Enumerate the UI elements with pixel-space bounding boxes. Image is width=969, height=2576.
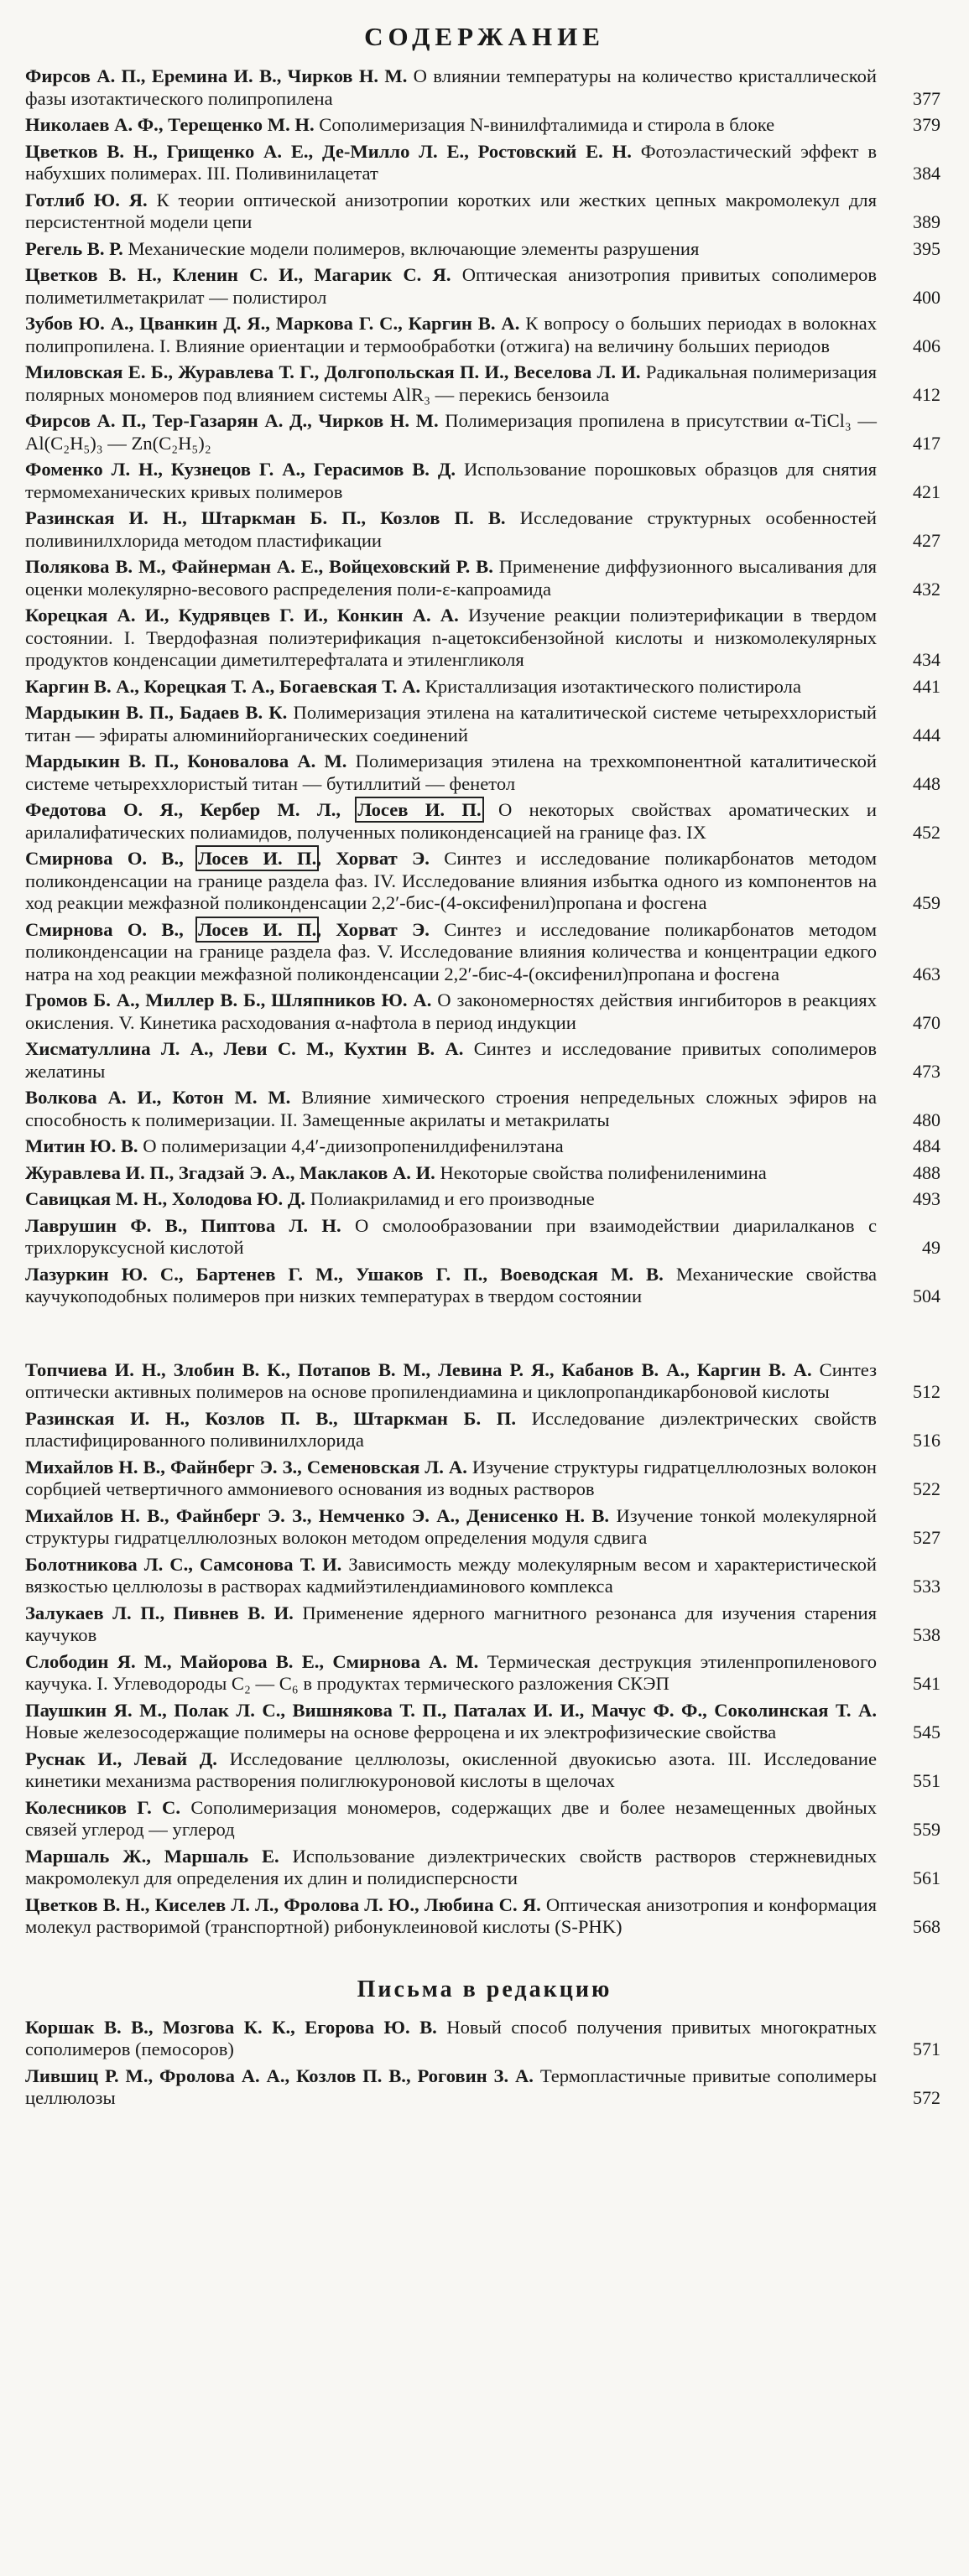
contents-entry[interactable] [25, 361, 944, 406]
letters-list [25, 2017, 944, 2114]
entry-page-number: 470 [913, 1011, 940, 1033]
entry-authors: Полякова В. М., Файнерман А. Е., Войцеховский Р. В. [25, 556, 493, 577]
entry-page-number: 412 [913, 383, 940, 405]
entry-page-number: 395 [913, 237, 940, 259]
entry-title: Новый способ получения привитых многокрaтных сополимеров (пемосоров) [25, 2016, 877, 2059]
entry-page-number: 444 [913, 724, 940, 745]
entry-page-number: 551 [913, 1770, 940, 1791]
entry-title: О закономерностях действия ингибиторов в реакциях окисления. V. Кинетика расходования α-нафтола в период индукции [25, 989, 877, 1033]
contents-entry[interactable] [25, 919, 944, 986]
entry-authors: Цветков В. Н., Киселев Л. Л., Фролова Л. Ю., Любина С. Я. [25, 1893, 541, 1915]
entry-title: Синтез и исследование поликарбонатов методом поликонденсации на границе раздела фаз. IV. Исследование влияния избытка одного из компонентов на ход реакции межфазной поликонденсации 2,2′-бис-(4-оксифенил)пропана и фосгена [25, 848, 877, 913]
entry-title: Синтез и исследование привитых сополимеров желатины [25, 1038, 877, 1082]
entry-page-number: 527 [913, 1527, 940, 1548]
entry-page-number: 384 [913, 163, 940, 184]
entry-title: Использование диэлектрических свойств растворов стержневидных макромолекул для определения их длин и полидисперсности [25, 1845, 877, 1888]
entry-page-number: 379 [913, 114, 940, 135]
entry-authors: Топчиева И. Н., Злобин В. К., Потапов В. М., Левина Р. Я., Кабанов В. А., Каргин В. А. [25, 1358, 812, 1380]
entry-title: Зависимость между молекулярным весом и характеристической вязкостью целлюлозы в растворах кадмийэтилендиаминового комплекса [25, 1553, 877, 1597]
contents-entry[interactable] [25, 1602, 944, 1647]
entry-page-number: 568 [913, 1916, 940, 1937]
entry-title: Некоторые свойства полифениленимина [440, 1161, 767, 1183]
entry-authors: Разинская И. Н., Козлов П. В., Штаркман Б. П. [25, 1407, 516, 1429]
entry-title: Термопластичные привитые сополимеры целлюлозы [25, 2064, 878, 2108]
contents-entry[interactable] [25, 750, 944, 795]
contents-entry[interactable] [25, 1797, 944, 1841]
entry-authors: Митин Ю. В. [25, 1135, 138, 1156]
entry-title: Оптическая анизотропия и конформация молекул растворимой (транспортной) рибонуклеиновой кислоты (S-PHK) [25, 1893, 877, 1937]
entry-authors: Каргин В. А., Корецкая Т. А., Богаевская Т. А. [25, 675, 421, 697]
entry-title: Полимеризация пропилена в присутствии α-TiCl₃ — Al(C₂H₅)₃ — Zn(C₂H₅)₂ [25, 410, 877, 454]
entry-authors: Болотникова Л. С., Самсонова Т. И. [25, 1553, 342, 1575]
entry-authors: Федотова О. Я., Кербер М. Л., [25, 799, 341, 820]
contents-entry[interactable] [25, 1505, 944, 1550]
section-gap [25, 1312, 944, 1359]
entry-authors: Маршаль Ж., Маршаль Е. [25, 1845, 279, 1867]
entry-title: О смолообразовании при взаимодействии диарилалканов с трихлоруксусной кислотой [25, 1214, 877, 1258]
entry-authors: Цветков В. Н., Кленин С. И., Магарик С. Я. [25, 264, 451, 285]
entry-page-number: 522 [913, 1478, 940, 1499]
contents-entry[interactable] [25, 264, 944, 309]
entry-title: Сополимеризация N-винилфталимида и стирола в блоке [319, 114, 775, 135]
entry-page-number: 559 [913, 1819, 940, 1840]
entry-title: Новые железосодержащие полимеры на основе ферроцена и их электрофизические свойства [25, 1722, 777, 1742]
entry-authors: Готлиб Ю. Я. [25, 189, 148, 210]
entry-page-number: 434 [913, 649, 940, 670]
entry-title: Сополимеризация мономеров, содержащих две и более незамещенных двойных связей углерод — углерод [25, 1796, 877, 1840]
entry-authors-cont: , Хорват Э. [316, 848, 430, 869]
entry-authors: Слободин Я. М., Майорова В. Е., Смирнова А. М. [25, 1650, 479, 1672]
entry-title: Механические свойства каучукоподобных полимеров при низких температурах в твердом состоянии [25, 1263, 877, 1306]
entry-authors: Корецкая А. И., Кудрявцев Г. И., Конкин А. А. [25, 605, 459, 626]
contents-entry[interactable] [25, 1651, 944, 1696]
entry-title: Исследование диэлектрических свойств пластифицированного поливинилхлорида [25, 1407, 877, 1451]
entry-authors: Николаев А. Ф., Терещенко М. Н. [25, 114, 315, 135]
entry-page-number: 561 [913, 1867, 940, 1888]
entry-page-number: 389 [913, 211, 940, 232]
entry-page-number: 432 [913, 578, 940, 600]
contents-entry[interactable] [25, 459, 944, 503]
contents-entry[interactable] [25, 1894, 944, 1939]
entry-authors: Фоменко Л. Н., Кузнецов Г. А., Герасимов В. Д. [25, 459, 456, 480]
entry-title: Кристаллизация изотактического полистирола [425, 675, 801, 697]
entry-title: Синтез оптически активных полимеров на основе пропилендиамина и циклопропандикарбоновой кислоты [25, 1358, 877, 1402]
entry-authors: Фирсов А. П., Тер-Газарян А. Д., Чирков Н. М. [25, 410, 439, 431]
entry-authors: Фирсов А. П., Еремина И. В., Чирков Н. М. [25, 65, 408, 86]
entry-title: К вопросу о больших периодах в волокнах полипропилена. I. Влияние ориентации и термообработки (отжига) на величину больших периодов [25, 313, 877, 356]
entry-title: Исследование структурных особенностей поливинилхлорида методом пластификации [25, 507, 877, 551]
entry-authors: Журавлева И. П., Згадзай Э. А., Маклаков А. И. [25, 1161, 435, 1183]
entry-title: Механические модели полимеров, включающие элементы разрушения [128, 237, 700, 259]
entry-page-number: 571 [913, 2038, 940, 2059]
entry-title: Применение ядерного магнитного резонанса для изучения старения каучуков [25, 1602, 877, 1645]
entry-page-number: 545 [913, 1722, 940, 1742]
contents-entry[interactable] [25, 114, 944, 137]
entry-title: Изучение структуры гидратцеллюлозных волокон сорбцией четвертичного аммониевого основания из водных растворов [25, 1456, 877, 1499]
entry-page-number: 406 [913, 335, 940, 356]
contents-entry[interactable] [25, 1554, 944, 1598]
entry-title: Полиакриламид и его производные [310, 1188, 595, 1209]
entry-page-number: 516 [913, 1430, 940, 1451]
entry-authors: Смирнова О. В., [25, 848, 184, 869]
entry-authors: Громов Б. А., Миллер В. Б., Шляпников Ю. А. [25, 989, 432, 1010]
entry-authors: Паушкин Я. М., Полак Л. С., Вишнякова Т. П., Паталах И. И., Мачус Ф. Ф., Соколинская Т. А. [25, 1699, 877, 1721]
entry-boxed-author: Лосев И. П. [357, 799, 482, 820]
entry-title: Изучение тонкой молекулярной структуры гидратцеллюлозных волокон методом определения модуля сдвига [25, 1504, 877, 1548]
contents-entry[interactable] [25, 676, 944, 699]
entry-page-number: 473 [913, 1060, 940, 1082]
contents-entry[interactable] [25, 2017, 944, 2061]
contents-entry[interactable] [25, 1457, 944, 1501]
entry-title: Оптическая анизотропия привитых сополимеров полиметилметакрилат — полистирол [25, 264, 877, 308]
contents-entry[interactable] [25, 1264, 944, 1308]
contents-entry[interactable] [25, 1215, 944, 1259]
entry-authors: Руснак И., Левай Д. [25, 1748, 217, 1769]
contents-entry[interactable] [25, 313, 944, 357]
entry-page-number: 448 [913, 772, 940, 794]
contents-entry[interactable] [25, 2065, 944, 2110]
contents-entry[interactable] [25, 1087, 944, 1131]
entry-authors: Разинская И. Н., Штаркман Б. П., Козлов П. В. [25, 507, 506, 528]
contents-entry[interactable] [25, 605, 944, 672]
entry-authors: Колесников Г. С. [25, 1796, 181, 1818]
entry-boxed-author: Лосев И. П. [198, 848, 317, 869]
entry-page-number: 541 [913, 1673, 940, 1694]
entry-page-number: 572 [913, 2087, 940, 2108]
contents-entry[interactable] [25, 65, 944, 110]
entry-title: Использование порошковых образцов для снятия термомеханических кривых полимеров [25, 459, 877, 502]
entry-page-number: 427 [913, 529, 940, 551]
entry-authors: Миловская Е. Б., Журавлева Т. Г., Долгопольская П. И., Веселова Л. И. [25, 361, 641, 382]
contents-entry[interactable] [25, 1038, 944, 1083]
entry-page-number: 504 [913, 1285, 940, 1306]
entry-authors: Залукаев Л. П., Пивнев В. И. [25, 1602, 294, 1623]
contents-entry[interactable] [25, 1748, 944, 1793]
entry-authors: Цветков В. Н., Грищенко А. Е., Де-Милло Л. Е., Ростовский Е. Н. [25, 140, 632, 162]
entry-authors: Лившиц Р. М., Фролова А. А., Козлов П. В., Роговин З. А. [25, 2064, 534, 2086]
contents-entry[interactable] [25, 702, 944, 746]
entry-page-number: 452 [913, 821, 940, 843]
entry-authors: Мардыкин В. П., Коновалова А. М. [25, 750, 347, 771]
entry-title: Фотоэластический эффект в набухших полимерах. III. Поливинилацетат [25, 140, 877, 184]
contents-entry[interactable] [25, 1162, 944, 1185]
entry-page-number: 484 [913, 1135, 940, 1156]
entry-page-number: 377 [913, 87, 940, 109]
entry-title: Влияние химического строения непредельных сложных эфиров на способность к полимеризации. II. Замещенные акрилаты и метакрилаты [25, 1087, 878, 1130]
contents-heading: СОДЕРЖАНИЕ [364, 22, 605, 51]
entry-authors: Савицкая М. Н., Холодова Ю. Д. [25, 1188, 306, 1209]
contents-entry[interactable] [25, 141, 944, 185]
contents-entry[interactable] [25, 1700, 944, 1744]
entry-authors: Хисматуллина Л. А., Леви С. М., Кухтин В. А. [25, 1038, 464, 1059]
entry-authors: Смирнова О. В., [25, 918, 184, 940]
entry-page-number: 417 [913, 432, 940, 454]
entry-title: О некоторых свойствах ароматических и арилалифатических полиамидов, полученных поликонденсацией на границе фаз. IX [25, 799, 877, 843]
contents-entry[interactable] [25, 556, 944, 600]
contents-entry[interactable] [25, 848, 944, 915]
contents-entry[interactable] [25, 989, 944, 1034]
contents-entry[interactable] [25, 1188, 944, 1211]
entry-page-number: 488 [913, 1161, 940, 1183]
contents-entry[interactable] [25, 410, 944, 454]
contents-entry[interactable] [25, 507, 944, 552]
entry-page-number: 400 [913, 286, 940, 308]
entry-authors: Мардыкин В. П., Бадаев В. К. [25, 702, 288, 723]
entry-authors-cont: , Хорват Э. [316, 918, 430, 940]
contents-entry[interactable] [25, 1135, 944, 1158]
entry-authors: Михайлов Н. В., Файнберг Э. З., Немченко Э. А., Денисенко Н. В. [25, 1504, 610, 1526]
entry-title: Термическая деструкция этиленпропиленового каучука. I. Углеводороды C₂ — C₆ в продуктах термического разложения СКЭП [25, 1650, 877, 1694]
entry-title: Полимеризация этилена на трехкомпонентной каталитической системе четыреххлористый титан — бутиллитий — фенетол [25, 750, 877, 794]
entry-page-number: 421 [913, 480, 940, 502]
entry-page-number: 480 [913, 1109, 940, 1130]
contents-list-2 [25, 1359, 944, 1943]
entry-title: К теории оптической анизотропии коротких или жестких цепных макромолекул для персистентной модели цепи [25, 189, 877, 232]
entry-page-number: 538 [913, 1624, 940, 1645]
entry-page-number: 533 [913, 1576, 940, 1597]
entry-title: Полимеризация этилена на каталитической системе четыреххлористый титан — эфираты алюминийорганических соединений [25, 702, 877, 745]
entry-page-number: 493 [913, 1188, 940, 1209]
entry-title: О влиянии температуры на количество кристаллической фазы изотактического полипропилена [25, 65, 877, 109]
entry-title: О полимеризации 4,4′-диизопропенилдифенилэтана [143, 1135, 564, 1156]
entry-title: Изучение реакции полиэтерификации в твердом состоянии. I. Твердофазная полиэтерификация n-ацетоксибензойной кислоты и низкомолекулярных продуктов конденсации диметилтерефталата и этиленгликоля [25, 605, 878, 670]
entry-authors: Регель В. Р. [25, 237, 123, 259]
contents-entry[interactable] [25, 1408, 944, 1452]
entry-page-number: 512 [913, 1381, 940, 1402]
entry-boxed-author: Лосев И. П. [198, 918, 317, 940]
entry-title: Исследование целлюлозы, окисленной двуокисью азота. III. Исследование кинетики механизма растворения полиглюкуроновой кислоты в щелочах [25, 1748, 878, 1791]
entry-authors: Волкова А. И., Котон М. М. [25, 1087, 291, 1108]
entry-page-number: 441 [913, 675, 940, 697]
entry-page-number: 459 [913, 892, 940, 913]
entry-authors: Михайлов Н. В., Файнберг Э. З., Семеновская Л. А. [25, 1456, 467, 1478]
entry-title: Применение диффузионного высаливания для оценки молекулярно-весового распределения поли-ε-капроамида [25, 556, 877, 600]
entry-authors: Зубов Ю. А., Цванкин Д. Я., Маркова Г. С., Каргин В. А. [25, 313, 520, 334]
contents-entry[interactable] [25, 1359, 944, 1404]
contents-list [25, 65, 944, 1312]
contents-entry[interactable] [25, 799, 944, 844]
entry-authors: Лаврушин Ф. В., Пиптова Л. Н. [25, 1214, 341, 1236]
letters-heading: Письма в редакцию [357, 1976, 612, 2002]
entry-title: Синтез и исследование поликарбонатов методом поликонденсации на границе раздела фаз. V. Исследование влияния количества и концентрации едкого натра на ход реакции межфазной поликонденсации 2,2′-бис-4-(оксифенил)пропана и фосгена [25, 918, 877, 984]
entry-page-number: 463 [913, 963, 940, 984]
contents-entry[interactable] [25, 238, 944, 261]
contents-entry[interactable] [25, 1846, 944, 1890]
entry-authors: Лазуркин Ю. С., Бартенев Г. М., Ушаков Г. П., Воеводская М. В. [25, 1263, 664, 1285]
contents-entry[interactable] [25, 190, 944, 234]
entry-authors: Коршак В. В., Мозгова К. К., Егорова Ю. В. [25, 2016, 437, 2038]
entry-page-number: 49 [922, 1237, 940, 1258]
entry-title: Радикальная полимеризация полярных мономеров под влиянием системы AlR₃ — перекись бензоила [25, 361, 877, 405]
